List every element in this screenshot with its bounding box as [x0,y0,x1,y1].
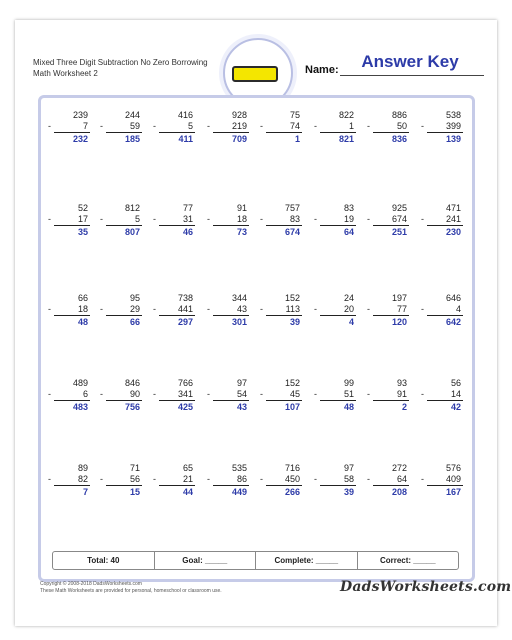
answer: 2 [401,402,407,412]
subtrahend: 91 [396,389,407,399]
problem [421,203,471,249]
answer: 4 [348,317,354,327]
answer-rule [159,485,195,486]
subtrahend: 29 [129,304,140,314]
subtrahend: 82 [77,474,88,484]
subtrahend: 18 [77,304,88,314]
problem [100,110,150,156]
answer: 807 [124,227,140,237]
minus-sign: - [100,214,103,224]
answer-rule [320,225,356,226]
answer: 44 [182,487,193,497]
minuend: 416 [177,110,193,120]
problem [314,293,364,339]
minus-sign: - [48,121,51,131]
answer-rule [213,225,249,226]
problem [314,378,364,424]
problem [48,378,98,424]
minus-sign: - [421,121,424,131]
problem [314,203,364,249]
answer-rule [106,400,142,401]
minus-sign: - [100,304,103,314]
answer-rule [427,315,463,316]
answer-rule [106,315,142,316]
answer-rule [373,315,409,316]
answer: 7 [82,487,88,497]
answer-rule [266,485,302,486]
answer-rule [213,315,249,316]
answer: 232 [72,134,88,144]
pencil-badge-icon [232,66,278,82]
answer-rule [373,132,409,133]
minuend: 99 [343,378,354,388]
problem [367,110,417,156]
minuend: 757 [284,203,300,213]
problem [48,463,98,509]
problem [260,293,310,339]
goal-cell: Goal: _____ [155,552,257,569]
minuend: 75 [289,110,300,120]
minus-sign: - [260,304,263,314]
minuend: 197 [391,293,407,303]
minus-sign: - [153,389,156,399]
title-line-2: Math Worksheet 2 [33,69,98,78]
minuend: 93 [396,378,407,388]
minus-sign: - [260,121,263,131]
subtrahend: 64 [396,474,407,484]
problem [260,110,310,156]
subtrahend: 674 [391,214,407,224]
name-line [340,75,484,76]
answer: 66 [129,317,140,327]
problem [48,293,98,339]
problem-row [40,110,468,160]
answer-rule [159,400,195,401]
answer-rule [373,485,409,486]
answer: 1 [294,134,300,144]
minus-sign: - [367,304,370,314]
answer-rule [320,132,356,133]
problem-row [40,463,468,513]
minus-sign: - [421,474,424,484]
minus-sign: - [48,474,51,484]
minus-sign: - [314,304,317,314]
answer: 42 [450,402,461,412]
copyright [40,581,222,595]
problem-row [40,378,468,428]
problem [260,463,310,509]
answer-rule [54,400,90,401]
problem [48,203,98,249]
answer-rule [159,315,195,316]
minuend: 766 [177,378,193,388]
answer: 642 [445,317,461,327]
minus-sign: - [207,474,210,484]
answer: 120 [391,317,407,327]
answer: 15 [129,487,140,497]
minuend: 52 [77,203,88,213]
problem [207,463,257,509]
subtrahend: 90 [129,389,140,399]
minus-sign: - [100,389,103,399]
minus-sign: - [207,304,210,314]
answer-rule [266,400,302,401]
minuend: 822 [338,110,354,120]
answer: 266 [284,487,300,497]
problem [207,203,257,249]
copyright-line-2: These Math Worksheets are provided for personal, homeschool or classroom use. [40,588,222,594]
problem [260,203,310,249]
answer: 43 [236,402,247,412]
answer-rule [373,225,409,226]
subtrahend: 56 [129,474,140,484]
minus-sign: - [153,474,156,484]
problem [314,110,364,156]
problem [314,463,364,509]
score-footer [52,551,459,570]
subtrahend: 7 [82,121,88,131]
minuend: 97 [343,463,354,473]
minuend: 66 [77,293,88,303]
answer: 139 [445,134,461,144]
answer-rule [106,225,142,226]
answer-rule [213,485,249,486]
answer: 709 [231,134,247,144]
correct-cell: Correct: _____ [379,556,436,565]
minuend: 91 [236,203,247,213]
subtrahend: 21 [182,474,193,484]
answer: 48 [77,317,88,327]
name-label: Name: [305,64,339,76]
answer-rule [54,315,90,316]
subtrahend: 441 [177,304,193,314]
problem [100,378,150,424]
answer-rule [427,132,463,133]
answer: 73 [236,227,247,237]
minus-sign: - [421,304,424,314]
answer-rule [266,132,302,133]
subtrahend: 18 [236,214,247,224]
answer: 449 [231,487,247,497]
minuend: 97 [236,378,247,388]
answer: 301 [231,317,247,327]
brand-logo: DadsWorksheets.com [340,579,512,595]
answer-rule [320,485,356,486]
problem-row [40,293,468,343]
minus-sign: - [260,474,263,484]
minus-sign: - [314,214,317,224]
problem [367,378,417,424]
answer-rule [427,225,463,226]
subtrahend: 51 [343,389,354,399]
minus-sign: - [314,121,317,131]
subtrahend: 54 [236,389,247,399]
answer-key-label: Answer Key [361,52,459,71]
subtrahend: 113 [285,304,300,314]
problem [421,378,471,424]
answer-rule [427,485,463,486]
minus-sign: - [153,214,156,224]
worksheet-title [33,57,208,79]
answer-rule [106,485,142,486]
minuend: 344 [231,293,247,303]
subtrahend: 241 [445,214,461,224]
minuend: 576 [445,463,461,473]
minuend: 152 [284,293,300,303]
minuend: 846 [124,378,140,388]
minus-sign: - [367,389,370,399]
minuend: 95 [129,293,140,303]
answer-rule [159,225,195,226]
problem [207,378,257,424]
answer: 230 [445,227,461,237]
answer: 39 [289,317,300,327]
problem [421,110,471,156]
problem [48,110,98,156]
minuend: 925 [391,203,407,213]
answer: 297 [177,317,193,327]
minuend: 646 [445,293,461,303]
minus-sign: - [100,121,103,131]
subtrahend: 77 [396,304,407,314]
minus-sign: - [421,389,424,399]
subtrahend: 19 [343,214,354,224]
answer-rule [106,132,142,133]
subtrahend: 17 [77,214,88,224]
subtrahend: 83 [289,214,300,224]
minuend: 77 [182,203,193,213]
problem [153,203,203,249]
minuend: 83 [343,203,354,213]
problem [153,110,203,156]
answer: 411 [178,134,193,144]
subtrahend: 43 [236,304,247,314]
minuend: 812 [124,203,140,213]
subtrahend: 45 [289,389,300,399]
answer-rule [373,400,409,401]
answer: 185 [124,134,140,144]
copyright-line-1: Copyright © 2008-2018 DadsWorksheets.com [40,581,142,587]
minus-sign: - [421,214,424,224]
problem [367,463,417,509]
answer-rule [427,400,463,401]
subtrahend: 20 [343,304,354,314]
answer-rule [54,132,90,133]
answer-rule [159,132,195,133]
answer: 46 [182,227,193,237]
problem [421,463,471,509]
minuend: 152 [284,378,300,388]
subtrahend: 450 [284,474,300,484]
minus-sign: - [260,214,263,224]
minuend: 24 [343,293,354,303]
answer: 48 [343,402,354,412]
answer: 425 [177,402,193,412]
problem [421,293,471,339]
problem [100,203,150,249]
subtrahend: 341 [177,389,193,399]
total-cell: Total: 40 [53,552,155,569]
minuend: 489 [72,378,88,388]
minus-sign: - [48,304,51,314]
answer-rule [213,400,249,401]
problem [100,463,150,509]
answer-rule [54,485,90,486]
minuend: 928 [231,110,247,120]
minus-sign: - [207,121,210,131]
minuend: 71 [129,463,140,473]
problem [153,463,203,509]
minuend: 886 [391,110,407,120]
minus-sign: - [314,389,317,399]
subtrahend: 74 [289,121,300,131]
minus-sign: - [367,474,370,484]
answer: 35 [77,227,88,237]
subtrahend: 219 [231,121,247,131]
minus-sign: - [207,389,210,399]
answer: 821 [338,134,354,144]
minuend: 65 [182,463,193,473]
minus-sign: - [100,474,103,484]
subtrahend: 1 [348,121,354,131]
answer-rule [213,132,249,133]
answer-rule [320,400,356,401]
problem [153,293,203,339]
minus-sign: - [367,121,370,131]
minuend: 716 [284,463,300,473]
subtrahend: 14 [450,389,461,399]
problem [260,378,310,424]
minus-sign: - [260,389,263,399]
answer-rule [320,315,356,316]
answer: 674 [284,227,300,237]
minuend: 538 [445,110,461,120]
minuend: 89 [77,463,88,473]
problem [207,110,257,156]
minus-sign: - [153,304,156,314]
answer: 836 [391,134,407,144]
subtrahend: 58 [343,474,354,484]
answer: 167 [445,487,461,497]
minuend: 738 [177,293,193,303]
title-line-1: Mixed Three Digit Subtraction No Zero Borrowing [33,58,208,67]
complete-cell: Complete: _____ [256,552,358,569]
minuend: 272 [391,463,407,473]
subtrahend: 409 [445,474,461,484]
subtrahend: 5 [134,214,140,224]
answer: 756 [124,402,140,412]
problem-row [40,203,468,253]
subtrahend: 31 [182,214,193,224]
subtrahend: 59 [129,121,140,131]
subtrahend: 50 [396,121,407,131]
subtrahend: 86 [236,474,247,484]
answer: 64 [343,227,354,237]
minuend: 239 [72,110,88,120]
answer-rule [54,225,90,226]
subtrahend: 5 [187,121,193,131]
minuend: 535 [231,463,247,473]
problem [207,293,257,339]
minuend: 56 [450,378,461,388]
answer: 39 [343,487,354,497]
minus-sign: - [207,214,210,224]
minus-sign: - [314,474,317,484]
problem [100,293,150,339]
problem [153,378,203,424]
subtrahend: 6 [82,389,88,399]
answer: 107 [284,402,300,412]
minus-sign: - [48,389,51,399]
answer-rule [266,315,302,316]
problem [367,203,417,249]
minus-sign: - [367,214,370,224]
subtrahend: 399 [445,121,461,131]
subtrahend: 4 [455,304,461,314]
answer: 483 [72,402,88,412]
problem [367,293,417,339]
answer: 251 [391,227,407,237]
minus-sign: - [48,214,51,224]
answer: 208 [391,487,407,497]
minuend: 244 [124,110,140,120]
minuend: 471 [445,203,461,213]
answer-rule [266,225,302,226]
minus-sign: - [153,121,156,131]
